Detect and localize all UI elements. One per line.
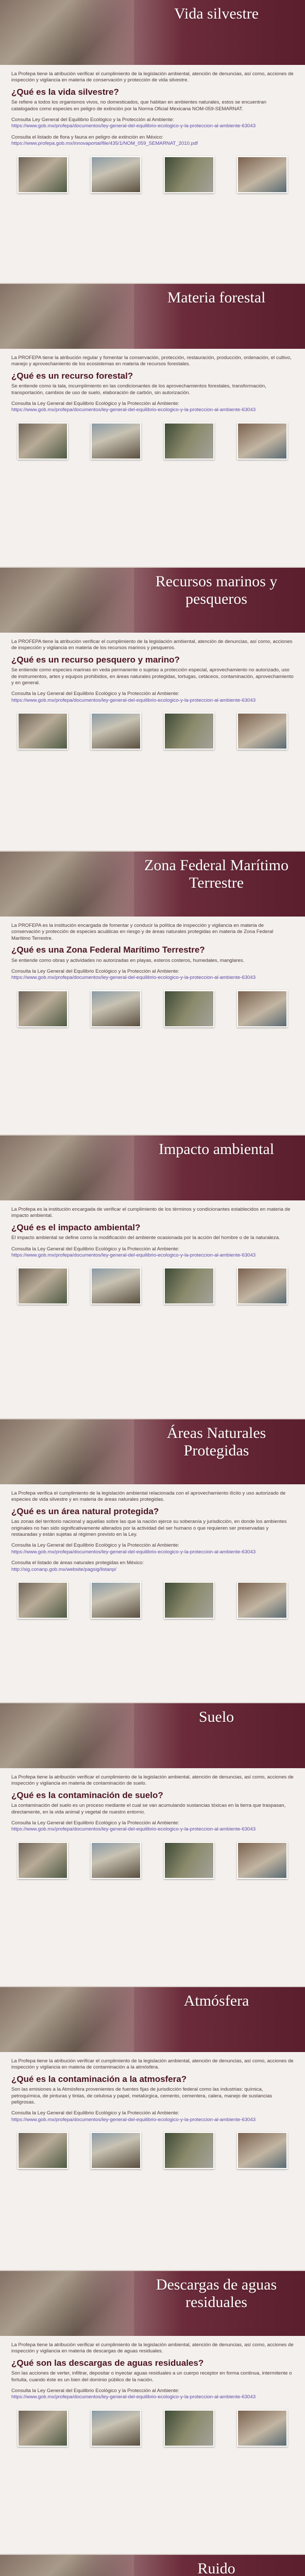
paragraph-text: Se entiende como especies marinas en veda permanente o sujetas a protección especial, aprovechamiento no autorizado, uso de instrumentos, artes y equipos prohibidos, en áreas naturales protegidas, tortugas, cetáceos, contaminación, aprovechamiento y en general. — [11, 667, 294, 686]
section-paragraph — [11, 2087, 294, 2106]
section-intro: La Profepa tiene la atribución verificar el cumplimiento de la legislación ambiental, atención de denuncias, así como, acciones de inspección y vigilancia en materia de contaminación de suelo. — [11, 1774, 294, 1787]
gallery-thumbnail[interactable] — [164, 422, 214, 460]
paragraph-text: Consulta la Ley General del Equilibrio Ecológico y la Protección al Ambiente: — [11, 2110, 179, 2116]
gallery-thumbnail[interactable] — [91, 156, 141, 193]
photo-gallery — [0, 1578, 305, 1619]
gallery-thumbnail[interactable] — [18, 990, 68, 1027]
gallery-thumbnail[interactable] — [237, 990, 287, 1027]
photo-gallery — [0, 418, 305, 460]
section-paragraph — [11, 2110, 294, 2123]
photo-gallery — [0, 708, 305, 750]
section-paragraph — [11, 383, 294, 396]
section-paragraph — [11, 1820, 294, 1833]
paragraph-text: La contaminación del suelo es un proceso mediante el cual se van acumulando sustancias tóxicas en la tierra que traspasan, directamente, en la vida animal y vegetal de nuestro entorno. — [11, 1803, 286, 1815]
topic-section — [0, 1136, 305, 1419]
topic-section — [0, 284, 305, 568]
paragraph-text: Se entiende como obras y actividades no autorizadas en playas, esteros costeros, humedales, manglares. — [11, 957, 245, 963]
paragraph-text: Consulta la Ley General del Equilibrio Ecológico y la Protección al Ambiente: — [11, 691, 179, 697]
section-title: Áreas Naturales Protegidas — [166, 1425, 266, 1459]
paragraph-text: Consulta la Ley General del Equilibrio Ecológico y la Protección al Ambiente: — [11, 1246, 179, 1252]
gallery-thumbnail[interactable] — [164, 713, 214, 750]
topic-section — [0, 0, 305, 284]
gallery-thumbnail[interactable] — [18, 1582, 68, 1619]
topic-section — [0, 1987, 305, 2271]
section-title: Materia forestal — [167, 289, 266, 306]
section-paragraph — [11, 117, 294, 130]
paragraph-text: Son las emisiones a la Atmósfera provenientes de fuentes fijas de jurisdicción federal como las industrias: química, petroquímica, de pinturas y tintas, de celulosa y papel, metalúrgica, cemento, cementera, calera, manejo de sustancias peligrosas. — [11, 2087, 273, 2106]
section-question: ¿Qué es un recurso forestal? — [11, 370, 133, 381]
section-banner — [0, 568, 305, 633]
section-title: Impacto ambiental — [158, 1141, 275, 1158]
gallery-thumbnail[interactable] — [91, 1842, 141, 1879]
section-question: ¿Qué es el impacto ambiental? — [11, 1222, 141, 1232]
section-intro: La Profepa tiene la atribución verificar el cumplimiento de la legislación ambiental, atención de denuncias, así como, acciones de inspección y vigilancia en materia de conservación y protección de vida silvestre. — [11, 71, 294, 83]
section-body — [0, 2052, 305, 2123]
paragraph-text: Consulta la Ley General del Equilibrio Ecológico y la Protección al Ambiente: — [11, 1820, 179, 1826]
gallery-thumbnail[interactable] — [237, 2132, 287, 2169]
banner-photo — [0, 284, 134, 349]
section-title: Recursos marinos y pesqueros — [155, 573, 278, 607]
gallery-thumbnail[interactable] — [164, 1582, 214, 1619]
section-banner — [0, 1703, 305, 1768]
gallery-thumbnail[interactable] — [237, 1267, 287, 1304]
paragraph-text: Consulta la Ley General del Equilibrio Ecológico y la Protección al Ambiente: — [11, 2388, 179, 2394]
section-body — [0, 65, 305, 147]
section-banner — [0, 0, 305, 65]
gallery-thumbnail[interactable] — [91, 713, 141, 750]
reference-link[interactable]: https://www.profepa.gob.mx/innovaportal/file/435/1/NOM_059_SEMARNAT_2010.pdf — [11, 141, 198, 147]
section-banner — [0, 2555, 305, 2576]
section-body — [0, 917, 305, 981]
section-body — [0, 1200, 305, 1259]
section-paragraph — [11, 1803, 294, 1816]
topic-section — [0, 1703, 305, 1987]
section-paragraph — [11, 1519, 294, 1538]
gallery-thumbnail[interactable] — [18, 2132, 68, 2169]
section-paragraph — [11, 134, 294, 147]
section-banner — [0, 1136, 305, 1200]
paragraph-text: Son las acciones de verter, infiltrar, depositar o inyectar aguas residuales a un cuerpo receptor en forma continua, intermitente o fortuita, cuando éste es un bien del dominio público de la nación. — [11, 2370, 292, 2383]
paragraph-text: Consulta el listado de flora y fauna en peligro de extinción en México: — [11, 134, 163, 140]
banner-photo — [0, 1136, 134, 1200]
paragraph-text: Consulta la Ley General del Equilibrio Ecológico y la Protección al Ambiente: — [11, 969, 179, 975]
section-intro: La Profepa tiene la atribución verificar el cumplimiento de la legislación ambiental, atención de denuncias, así como, acciones de inspección y vigilancia en materia de descargas de aguas residuales. — [11, 2342, 294, 2354]
section-paragraph — [11, 2388, 294, 2401]
gallery-thumbnail[interactable] — [237, 422, 287, 460]
section-paragraph — [11, 1235, 294, 1241]
section-body — [0, 1484, 305, 1573]
section-intro: La PROFEPA es la institución encargada de fomentar y conducir la política de inspección y vigilancia en materia de conservación y protección de especies acuáticas en riesgo y de áreas naturales protegidas en materia de Zona Federal Marítimo Terrestre. — [11, 923, 274, 941]
banner-photo — [0, 1987, 134, 2052]
paragraph-text: Consulta la Ley General del Equilibrio Ecológico y la Protección al Ambiente: — [11, 401, 179, 407]
reference-link[interactable]: https://www.gob.mx/profepa/documentos/ley-general-del-equilibrio-ecologico-y-la-proteccion-al-ambiente-63043 — [11, 697, 256, 703]
topic-section — [0, 2271, 305, 2555]
paragraph-text: Consulta la Ley General del Equilibrio Ecológico y la Protección al Ambiente: — [11, 1543, 179, 1549]
section-title: Descargas de aguas residuales — [156, 2276, 277, 2311]
reference-link[interactable]: https://www.gob.mx/profepa/documentos/ley-general-del-equilibrio-ecologico-y-la-proteccion-al-ambiente-63043 — [11, 123, 256, 129]
reference-link[interactable]: https://www.gob.mx/profepa/documentos/ley-general-del-equilibrio-ecologico-y-la-proteccion-al-ambiente-63043 — [11, 1826, 256, 1833]
banner-photo — [0, 0, 134, 65]
gallery-thumbnail[interactable] — [18, 422, 68, 460]
topic-section — [0, 1419, 305, 1703]
paragraph-text: Consulta el listado de áreas naturales protegidas en México: — [11, 1560, 144, 1566]
reference-link[interactable]: https://www.gob.mx/profepa/documentos/ley-general-del-equilibrio-ecologico-y-la-proteccion-al-ambiente-63043 — [11, 975, 256, 981]
topic-section — [0, 852, 305, 1136]
section-body — [0, 2336, 305, 2401]
section-paragraph — [11, 969, 294, 981]
section-paragraph — [11, 1560, 294, 1573]
section-paragraph — [11, 2370, 294, 2383]
section-intro: La PROFEPA tiene la atribución regular y fomentar la conservación, protección, restauración, producción, ordenación, el cultivo, manejo y aprovechamiento de los ecosistemas en materia de recursos forestales. — [11, 355, 292, 367]
section-question: ¿Qué es la contaminación de suelo? — [11, 1790, 163, 1800]
paragraph-text: El impacto ambiental se define como la modificación del ambiente ocasionada por la acción del hombre o de la naturaleza. — [11, 1235, 280, 1241]
section-body — [0, 1768, 305, 1833]
gallery-thumbnail[interactable] — [18, 1267, 68, 1304]
section-paragraph — [11, 99, 294, 112]
gallery-thumbnail[interactable] — [164, 1842, 214, 1879]
photo-gallery — [0, 1838, 305, 1879]
reference-link[interactable]: https://www.gob.mx/profepa/documentos/ley-general-del-equilibrio-ecologico-y-la-proteccion-al-ambiente-63043 — [11, 2116, 256, 2123]
topic-section — [0, 568, 305, 852]
section-question: ¿Qué es un área natural protegida? — [11, 1506, 159, 1516]
section-body — [0, 349, 305, 414]
gallery-thumbnail[interactable] — [18, 713, 68, 750]
section-question: ¿Qué es una Zona Federal Marítimo Terrestre? — [11, 945, 205, 955]
gallery-thumbnail[interactable] — [237, 713, 287, 750]
section-banner — [0, 284, 305, 349]
paragraph-text: Consulta Ley General del Equilibrio Ecológico y la Protección al Ambiente: — [11, 117, 174, 123]
gallery-thumbnail[interactable] — [91, 2132, 141, 2169]
section-banner — [0, 1987, 305, 2052]
gallery-thumbnail[interactable] — [91, 990, 141, 1027]
paragraph-text: Las zonas del territorio nacional y aquellas sobre las que la nación ejerce su soberanía y jurisdicción, en donde los ambientes originales no han sido significativamente alterados por la actividad del ser humano o que requieren ser preservadas y restauradas y están sujetas al régimen previsto en la Ley. — [11, 1519, 287, 1538]
section-intro: La Profepa es la institución encargada de verificar el cumplimiento de los términos y condicionantes establecidos en materia de impacto ambiental. — [11, 1207, 291, 1219]
paragraph-text: Se refiere a todos los organismos vivos, no domesticados, que habitan en ambientes naturales, estos se encuentran catalogados como especies en peligro de extinción por la Norma Oficial Mexicana NOM-059-SEMARNAT. — [11, 99, 266, 112]
gallery-thumbnail[interactable] — [237, 2410, 287, 2447]
gallery-thumbnail[interactable] — [18, 1842, 68, 1879]
gallery-thumbnail[interactable] — [18, 2410, 68, 2447]
section-banner — [0, 1419, 305, 1484]
section-paragraph — [11, 401, 294, 414]
banner-photo — [0, 1703, 134, 1768]
reference-link[interactable]: http://sig.conanp.gob.mx/website/pagsig/listanp/ — [11, 1566, 116, 1572]
gallery-thumbnail[interactable] — [237, 1842, 287, 1879]
section-intro: La PROFEPA tiene la atribución verificar el cumplimiento de la legislación ambiental, atención de denuncias, así como, acciones de inspección y vigilancia en materia de los recursos marinos y pesqueros. — [11, 639, 293, 651]
gallery-thumbnail[interactable] — [18, 156, 68, 193]
section-banner — [0, 2271, 305, 2336]
section-title: Suelo — [198, 1708, 234, 1725]
section-paragraph — [11, 667, 294, 686]
gallery-thumbnail[interactable] — [164, 156, 214, 193]
section-question: ¿Qué es la vida silvestre? — [11, 87, 119, 97]
photo-gallery — [0, 1263, 305, 1304]
section-title: Zona Federal Marítimo Terrestre — [144, 857, 289, 891]
section-paragraph — [11, 958, 294, 964]
banner-photo — [0, 2555, 134, 2576]
gallery-thumbnail[interactable] — [164, 2410, 214, 2447]
gallery-thumbnail[interactable] — [91, 2410, 141, 2447]
topic-section — [0, 2555, 305, 2576]
photo-gallery — [0, 2405, 305, 2447]
reference-link[interactable]: https://www.gob.mx/profepa/documentos/ley-general-del-equilibrio-ecologico-y-la-proteccion-al-ambiente-63043 — [11, 407, 256, 413]
section-banner — [0, 852, 305, 917]
banner-photo — [0, 568, 134, 633]
gallery-thumbnail[interactable] — [164, 2132, 214, 2169]
section-intro: La Profepa tiene la atribución verificar el cumplimiento de la legislación ambiental, atención de denuncias, así como, acciones de inspección y vigilancia en materia de contaminación a la atmósfera. — [11, 2058, 294, 2071]
gallery-thumbnail[interactable] — [164, 990, 214, 1027]
reference-link[interactable]: https://www.gob.mx/profepa/documentos/ley-general-del-equilibrio-ecologico-y-la-proteccion-al-ambiente-63043 — [11, 2394, 256, 2400]
section-title: Ruido — [197, 2560, 235, 2576]
gallery-thumbnail[interactable] — [237, 156, 287, 193]
gallery-thumbnail[interactable] — [237, 1582, 287, 1619]
section-paragraph — [11, 691, 294, 704]
paragraph-text: Se entiende como la tala, incumplimiento en las condicionantes de los aprovechamientos forestales, transformación, transportación, cambios de uso de suelo, elaboración de carbón, sin autorización. — [11, 383, 266, 396]
section-question: ¿Qué es un recurso pesquero y marino? — [11, 654, 180, 665]
gallery-thumbnail[interactable] — [164, 1267, 214, 1304]
banner-photo — [0, 852, 134, 917]
section-title: Vida silvestre — [174, 5, 259, 22]
reference-link[interactable]: https://www.gob.mx/profepa/documentos/ley-general-del-equilibrio-ecologico-y-la-proteccion-al-ambiente-63043 — [11, 1549, 256, 1555]
section-paragraph — [11, 1543, 294, 1555]
section-body — [0, 633, 305, 704]
section-question: ¿Qué es la contaminación a la atmosfera? — [11, 2074, 187, 2084]
photo-gallery — [0, 152, 305, 193]
gallery-thumbnail[interactable] — [91, 1267, 141, 1304]
section-title: Atmósfera — [183, 1992, 249, 2009]
section-paragraph — [11, 1246, 294, 1259]
banner-photo — [0, 2271, 134, 2336]
photo-gallery — [0, 986, 305, 1027]
section-intro: La Profepa verifica el cumplimiento de la legislación ambiental relacionada con el aprovechamiento ilícito y uso autorizado de especies de vida silvestre y en materia de áreas naturales protegidas. — [11, 1490, 286, 1503]
section-question: ¿Qué son las descargas de aguas residuales? — [11, 2358, 204, 2368]
photo-gallery — [0, 2128, 305, 2169]
gallery-thumbnail[interactable] — [91, 1582, 141, 1619]
reference-link[interactable]: https://www.gob.mx/profepa/documentos/ley-general-del-equilibrio-ecologico-y-la-proteccion-al-ambiente-63043 — [11, 1252, 256, 1259]
gallery-thumbnail[interactable] — [91, 422, 141, 460]
banner-photo — [0, 1419, 134, 1484]
